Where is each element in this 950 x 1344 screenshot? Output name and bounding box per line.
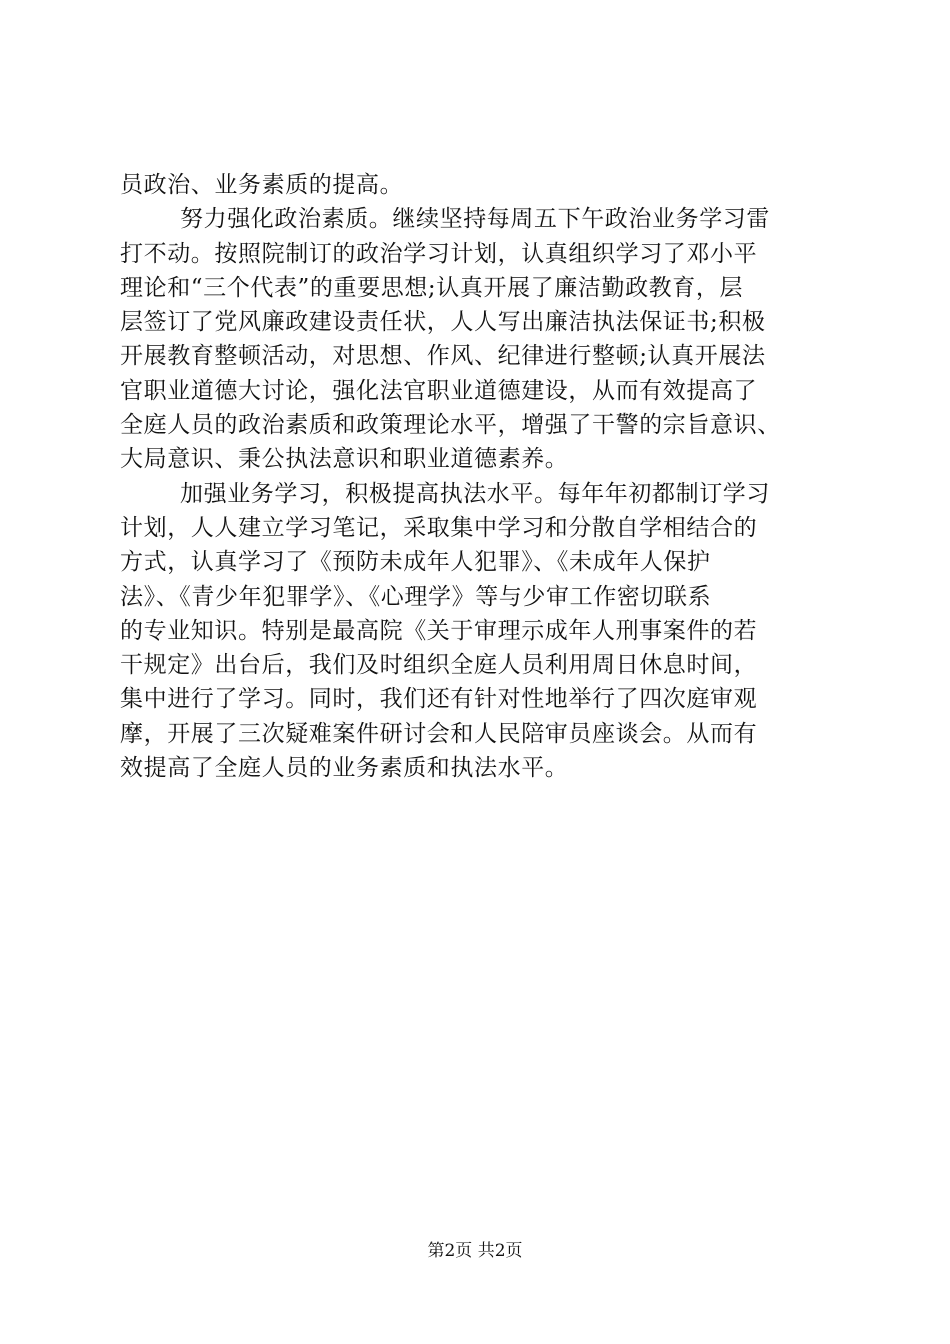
text-line: 打不动。按照院制订的政治学习计划，认真组织学习了邓小平: [120, 240, 758, 267]
paragraph-first-line: 加强业务学习，积极提高执法水平。每年年初都制订学习: [180, 480, 770, 507]
text-line: 的专业知识。特别是最高院《关于审理示成年人刑事案件的若: [120, 617, 758, 644]
text-line: 全庭人员的政治素质和政策理论水平，增强了干警的宗旨意识、: [120, 412, 781, 439]
text-line: 方式，认真学习了《预防未成年人犯罪》、《未成年人保护: [120, 549, 711, 576]
text-line: 开展教育整顿活动，对思想、作风、纪律进行整顿;认真开展法: [120, 343, 766, 370]
text-line: 大局意识、秉公执法意识和职业道德素养。: [120, 446, 569, 473]
text-line: 干规定》出台后，我们及时组织全庭人员利用周日休息时间，: [120, 652, 758, 679]
text-line: 理论和“三个代表”的重要思想;认真开展了廉洁勤政教育，层: [120, 274, 744, 301]
page-footer: [0, 1240, 950, 1262]
page-number-indicator: 第2页 共2页: [427, 1241, 523, 1261]
document-body: [120, 168, 832, 785]
text-line: 员政治、业务素质的提高。: [120, 172, 404, 198]
text-line: 法》、《青少年犯罪学》、《心理学》等与少审工作密切联系: [120, 583, 712, 610]
text-line: 摩，开展了三次疑难案件研讨会和人民陪审员座谈会。从而有: [120, 720, 758, 747]
text-line: 官职业道德大讨论，强化法官职业道德建设，从而有效提高了: [120, 377, 758, 404]
text-line: 计划，人人建立学习笔记，采取集中学习和分散自学相结合的: [120, 514, 758, 541]
paragraph-first-line: 努力强化政治素质。继续坚持每周五下午政治业务学习雷: [180, 206, 770, 233]
text-line: 层签订了党风廉政建设责任状，人人写出廉洁执法保证书;积极: [120, 309, 766, 336]
text-line: 集中进行了学习。同时，我们还有针对性地举行了四次庭审观: [120, 686, 758, 713]
text-line: 效提高了全庭人员的业务素质和执法水平。: [120, 755, 569, 782]
